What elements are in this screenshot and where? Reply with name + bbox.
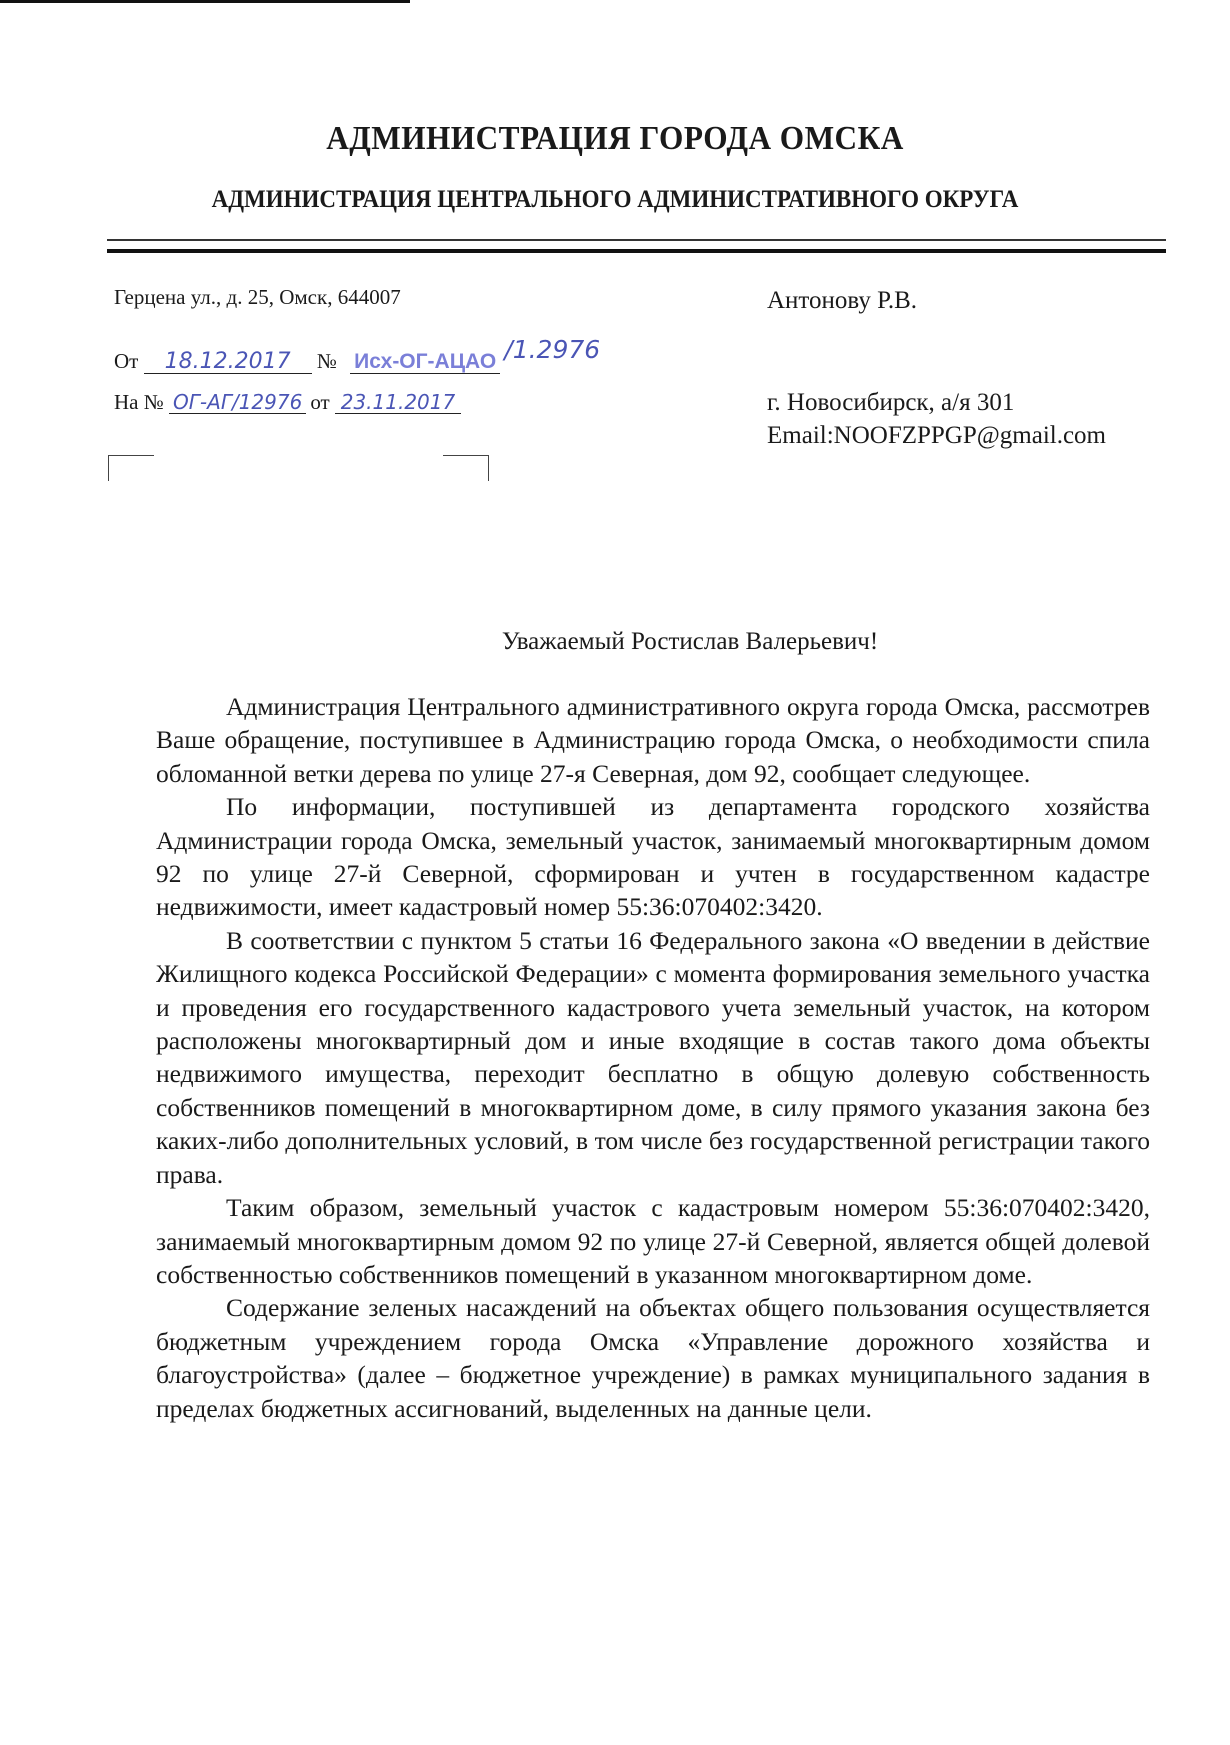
paragraph: Таким образом, земельный участок с кадастровым номером 55:36:070402:3420, занимаемый многоквартирным домом 92 по улице 27-й Северной, является общей долевой собственностью собственников помещений в указанном многоквартирном доме. — [156, 1193, 1150, 1289]
reply-number: ОГ-АГ/12976 — [169, 391, 306, 414]
recipient-address: г. Новосибирск, а/я 301 — [767, 389, 1015, 416]
reply-line — [114, 390, 461, 415]
reply-from-label: от — [310, 390, 330, 414]
reply-date: 23.11.2017 — [335, 391, 461, 414]
paragraph: В соответствии с пунктом 5 статьи 16 Федерального закона «О введении в действие Жилищного кодекса Российской Федерации» с момента формирования земельного участка и проведения его государственного кадастрового учета земельный участок, на котором расположены многоквартирный дом и иные входящие в состав такого дома объекты недвижимого имущества, переходит бесплатно в общую долевую собственность собственников помещений в многоквартирном доме, в силу прямого указания закона без каких-либо дополнительных условий, в том числе без государственной регистрации такого права. — [156, 925, 1150, 1189]
from-label: От — [114, 349, 139, 373]
header-rule-thick — [107, 249, 1166, 253]
outgoing-number: /1.2976 — [504, 335, 601, 364]
greeting: Уважаемый Ростислав Валерьевич! — [501, 628, 879, 655]
address-window-corner-left — [108, 455, 154, 481]
paragraph: Администрация Центрального административного округа города Омска, рассмотрев Ваше обращение, поступившее в Администрацию города Омска, о необходимости спила обломанной ветки дерева по улице 27-я Северная, дом 92, сообщает следующее. — [156, 692, 1150, 788]
number-label: № — [316, 349, 337, 373]
reply-label: На № — [114, 390, 164, 414]
department-subtitle: АДМИНИСТРАЦИЯ ЦЕНТРАЛЬНОГО АДМИНИСТРАТИВНОГО ОКРУГА — [211, 186, 1019, 213]
paragraph: Содержание зеленых насаждений на объектах общего пользования осуществляется бюджетным учреждением города Омска «Управление дорожного хозяйства и благоустройства» (далее – бюджетное учреждение) в рамках муниципального задания в пределах бюджетных ассигнований, выделенных на данные цели. — [156, 1293, 1150, 1423]
recipient-name: Антонову Р.В. — [767, 287, 918, 314]
outgoing-stamp: Исх-ОГ-АЦАО — [354, 350, 497, 373]
from-date: 18.12.2017 — [144, 351, 312, 374]
organization-title: АДМИНИСТРАЦИЯ ГОРОДА ОМСКА — [326, 120, 904, 157]
sender-address: Герцена ул., д. 25, Омск, 644007 — [114, 285, 401, 309]
recipient-email: Email:NOOFZPPGP@gmail.com — [767, 422, 1107, 449]
paragraph: По информации, поступившей из департамента городского хозяйства Администрации города Омска, земельный участок, занимаемый многоквартирным домом 92 по улице 27-й Северной, сформирован и учтен в государственном кадастре недвижимости, имеет кадастровый номер 55:36:070402:3420. — [156, 792, 1150, 922]
address-window-corner-right — [443, 455, 489, 481]
letter-body — [156, 690, 1150, 1425]
scan-edge-mark — [0, 0, 410, 3]
header-rule-thin — [107, 239, 1166, 241]
outgoing-line — [114, 335, 601, 374]
